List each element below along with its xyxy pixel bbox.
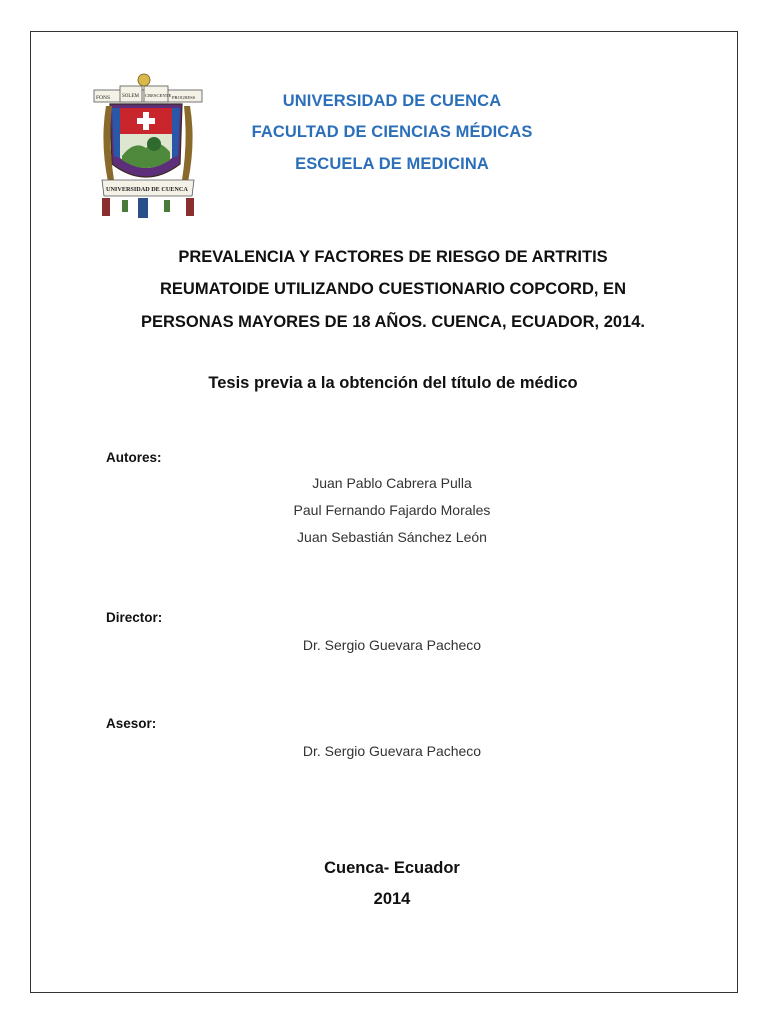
year-text: 2014 (373, 890, 411, 908)
author-name: Juan Sebastián Sánchez León (297, 529, 487, 545)
university-name: UNIVERSIDAD DE CUENCA (282, 92, 502, 110)
director-name: Dr. Sergio Guevara Pacheco (302, 637, 482, 653)
place-text: Cuenca- Ecuador (324, 859, 460, 877)
university-crest-logo (92, 72, 204, 224)
director-label: Director: (106, 610, 163, 625)
advisor-label: Asesor: (106, 716, 157, 731)
thesis-title-line-1: PREVALENCIA Y FACTORES DE RIESGO DE ARTRITIS (178, 248, 608, 266)
thesis-title-line-3: PERSONAS MAYORES DE 18 AÑOS. CUENCA, ECUADOR, 2014. (141, 313, 645, 331)
authors-label: Autores: (106, 450, 162, 465)
author-name: Juan Pablo Cabrera Pulla (312, 475, 472, 491)
thesis-subtitle: Tesis previa a la obtención del título de médico (208, 374, 578, 392)
thesis-title-line-2: REUMATOIDE UTILIZANDO CUESTIONARIO COPCORD, EN (160, 280, 626, 298)
author-name: Paul Fernando Fajardo Morales (293, 502, 491, 518)
advisor-name: Dr. Sergio Guevara Pacheco (302, 743, 482, 759)
svg-text:PROGRESS: PROGRESS (172, 95, 196, 100)
svg-text:FONS: FONS (96, 95, 111, 101)
svg-text:SOLEM: SOLEM (122, 94, 139, 99)
faculty-name: FACULTAD DE CIENCIAS MÉDICAS (251, 123, 533, 141)
school-name: ESCUELA DE MEDICINA (295, 155, 489, 173)
svg-text:UNIVERSIDAD DE CUENCA: UNIVERSIDAD DE CUENCA (106, 186, 188, 193)
svg-text:CRESCENTE: CRESCENTE (145, 93, 172, 98)
